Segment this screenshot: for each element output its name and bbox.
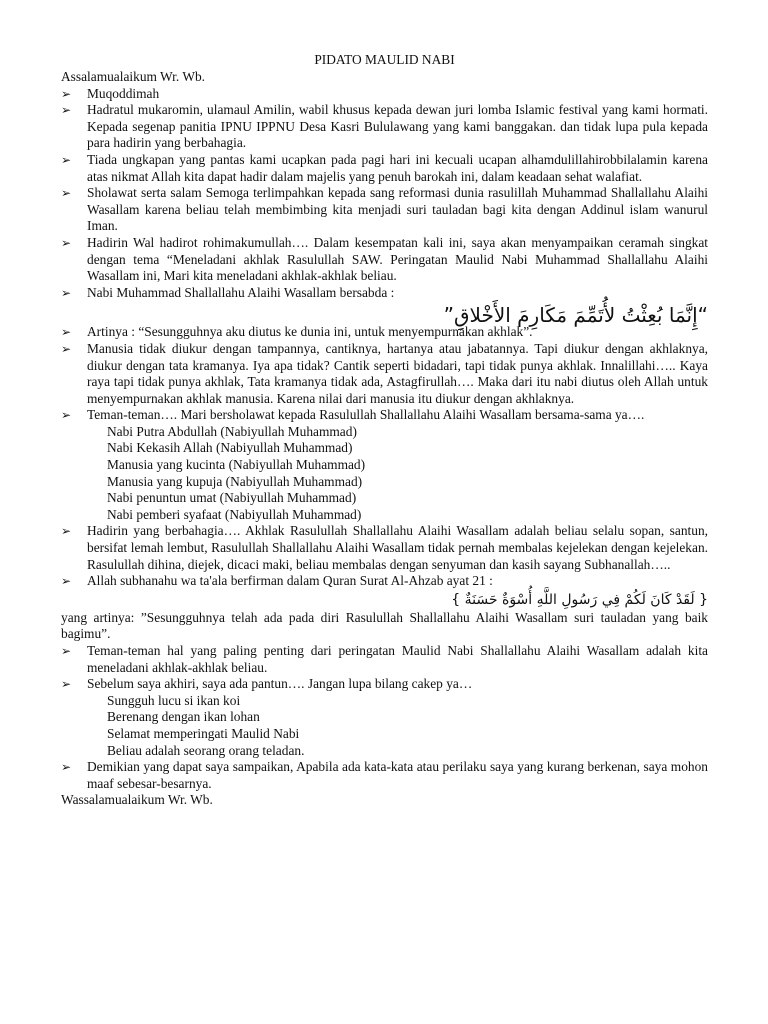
item-text: Artinya : “Sesungguhnya aku diutus ke dunia ini, untuk menyempurnakan akhlak”.: [87, 324, 533, 340]
item-text: Teman-teman…. Mari bersholawat kepada Rasulullah Shallallahu Alaihi Wasallam bersama-sama ya….: [87, 407, 645, 423]
pantun-line: Selamat memperingati Maulid Nabi: [107, 725, 300, 741]
sholawat-line: Nabi penuntun umat (Nabiyullah Muhammad): [107, 490, 357, 506]
list-item: [61, 324, 708, 341]
pantun-line: Sungguh lucu si ikan koi: [107, 692, 241, 708]
item-text: Hadirin yang berbahagia…. Akhlak Rasulullah Shallallahu Alaihi Wasallam adalah beliau selalu sopan, santun, bersifat lemah lembut, Rasulullah Shallallahu Alaihi Wasallam tidak pernah membalas kejelekan dengan kejelekan. Rasulullah dihina, diejek, dicaci maki, beliau membalas dengan senyuman dan kasih sayang Subhanallah…..: [87, 523, 708, 572]
arrow-bullet-icon: ➢: [61, 325, 72, 340]
item-text: Demikian yang dapat saya sampaikan, Apabila ada kata-kata atau perilaku saya yang kurang berkenan, saya mohon maaf sebesar-besarnya.: [87, 759, 708, 791]
item-text: Manusia tidak diukur dengan tampannya, cantiknya, hartanya atau jabatannya. Tapi diukur dengan akhlaknya, diukur dengan tata kramanya. Iya apa tidak? Cantik seperti bidadari, tapi tidak punya akhlak. Innalillahi….. Kaya raya tapi tidak punya akhlak, Tata kramanya tidak ada, Astagfirullah…. Maka dari itu nabi diutus oleh Allah untuk menyempurnakan akhlak manusia. Karena nilai dari manusia itu diukur dengan akhlaknya.: [87, 340, 708, 406]
sholawat-line: Nabi pemberi syafaat (Nabiyullah Muhammad): [107, 506, 362, 522]
list-item: [61, 152, 708, 185]
list-item: [61, 285, 708, 302]
sholawat-line: Nabi Kekasih Allah (Nabiyullah Muhammad): [107, 440, 353, 456]
list-item: [61, 341, 708, 407]
verse-translation: yang artinya: ”Sesungguhnya telah ada pada diri Rasulullah Shallallahu Alaihi Wasallam suri tauladan yang baik bagimu”.: [61, 609, 708, 642]
item-text: Nabi Muhammad Shallallahu Alaihi Wasallam bersabda :: [87, 284, 395, 300]
list-item: [61, 759, 708, 792]
list-item: [61, 102, 708, 152]
arrow-bullet-icon: ➢: [61, 341, 72, 356]
list-item: [61, 676, 708, 693]
arrow-bullet-icon: ➢: [61, 644, 72, 658]
arrow-bullet-icon: ➢: [61, 285, 72, 300]
item-text: Hadirin Wal hadirot rohimakumullah…. Dalam kesempatan kali ini, saya akan menyampaikan ceramah singkat dengan tema “Meneladani akhlak Rasulullah SAW. Peringatan Maulid Nabi Muhammad Shallallahu Alaihi Wasallam ini, Mari kita meneladani akhlak-akhlak beliau.: [87, 234, 708, 284]
pantun-line: Berenang dengan ikan lohan: [107, 709, 260, 725]
item-text: Muqoddimah: [87, 85, 160, 101]
item-text: Sholawat serta salam Semoga terlimpahkan kepada sang reformasi dunia rasulillah Muhammad Shallallahu Alaihi Wasallam karena beliau telah membimbing kita menjadi suri tauladan bagi kita dengan Addinul islam wanurul Iman.: [87, 185, 708, 234]
arrow-bullet-icon: ➢: [61, 408, 72, 423]
item-text: Hadratul mukaromin, ulamaul Amilin, wabil khusus kepada dewan juri lomba Islamic festival yang kami hormati. Kepada segenap panitia IPNU IPPNU Desa Kasri Bululawang yang kami banggakan. dan tidak lupa pula kepada para hadirin yang berbahagia.: [87, 102, 708, 151]
arrow-bullet-icon: ➢: [61, 760, 72, 775]
sholawat-line: Manusia yang kucinta (Nabiyullah Muhammad): [107, 457, 366, 473]
arrow-bullet-icon: ➢: [61, 235, 72, 250]
document-title: PIDATO MAULID NABI: [314, 52, 455, 67]
closing-greeting: Wassalamualaikum Wr. Wb.: [61, 792, 213, 808]
arabic-hadith: “إِنَّمَا بُعِثْتُ لأُتَمِّمَ مَكَارِمَ الأَخْلاقِ”: [443, 303, 708, 328]
arrow-bullet-icon: ➢: [61, 86, 72, 101]
arrow-bullet-icon: ➢: [61, 677, 72, 692]
item-text: Teman-teman hal yang paling penting dari peringatan Maulid Nabi Shallallahu Alaihi Wasallam adalah kita meneladani akhlak-akhlak beliau.: [87, 643, 708, 675]
list-item: [61, 573, 708, 590]
pantun-line: Beliau adalah seorang orang teladan.: [107, 742, 305, 758]
item-text: Tiada ungkapan yang pantas kami ucapkan pada pagi hari ini kecuali ucapan alhamdulillahirobbilalamin karena atas nikmat Allah kita dapat hadir dalam majelis yang penuh barokah ini, dalam keadaan sehat walafiat.: [87, 151, 708, 184]
item-text: Allah subhanahu wa ta'ala berfirman dalam Quran Surat Al-Ahzab ayat 21 :: [87, 573, 493, 589]
arrow-bullet-icon: ➢: [61, 186, 72, 201]
arrow-bullet-icon: ➢: [61, 152, 72, 167]
arrow-bullet-icon: ➢: [61, 103, 72, 118]
arabic-verse: { لَقَدْ كَانَ لَكُمْ فِي رَسُولِ اللَّهِ أُسْوَةٌ حَسَنَةٌ }: [451, 591, 708, 608]
sholawat-line: Nabi Putra Abdullah (Nabiyullah Muhammad): [107, 423, 357, 439]
list-item: [61, 86, 708, 103]
arrow-bullet-icon: ➢: [61, 574, 72, 589]
arrow-bullet-icon: ➢: [61, 524, 72, 539]
item-text: Sebelum saya akhiri, saya ada pantun…. Jangan lupa bilang cakep ya…: [87, 676, 473, 692]
opening-greeting: Assalamualaikum Wr. Wb.: [61, 69, 206, 84]
list-item: [61, 523, 708, 573]
list-item: [61, 185, 708, 235]
list-item: [61, 643, 708, 676]
list-item: [61, 235, 708, 285]
sholawat-line: Manusia yang kupuja (Nabiyullah Muhammad): [107, 473, 363, 489]
list-item: [61, 407, 708, 424]
